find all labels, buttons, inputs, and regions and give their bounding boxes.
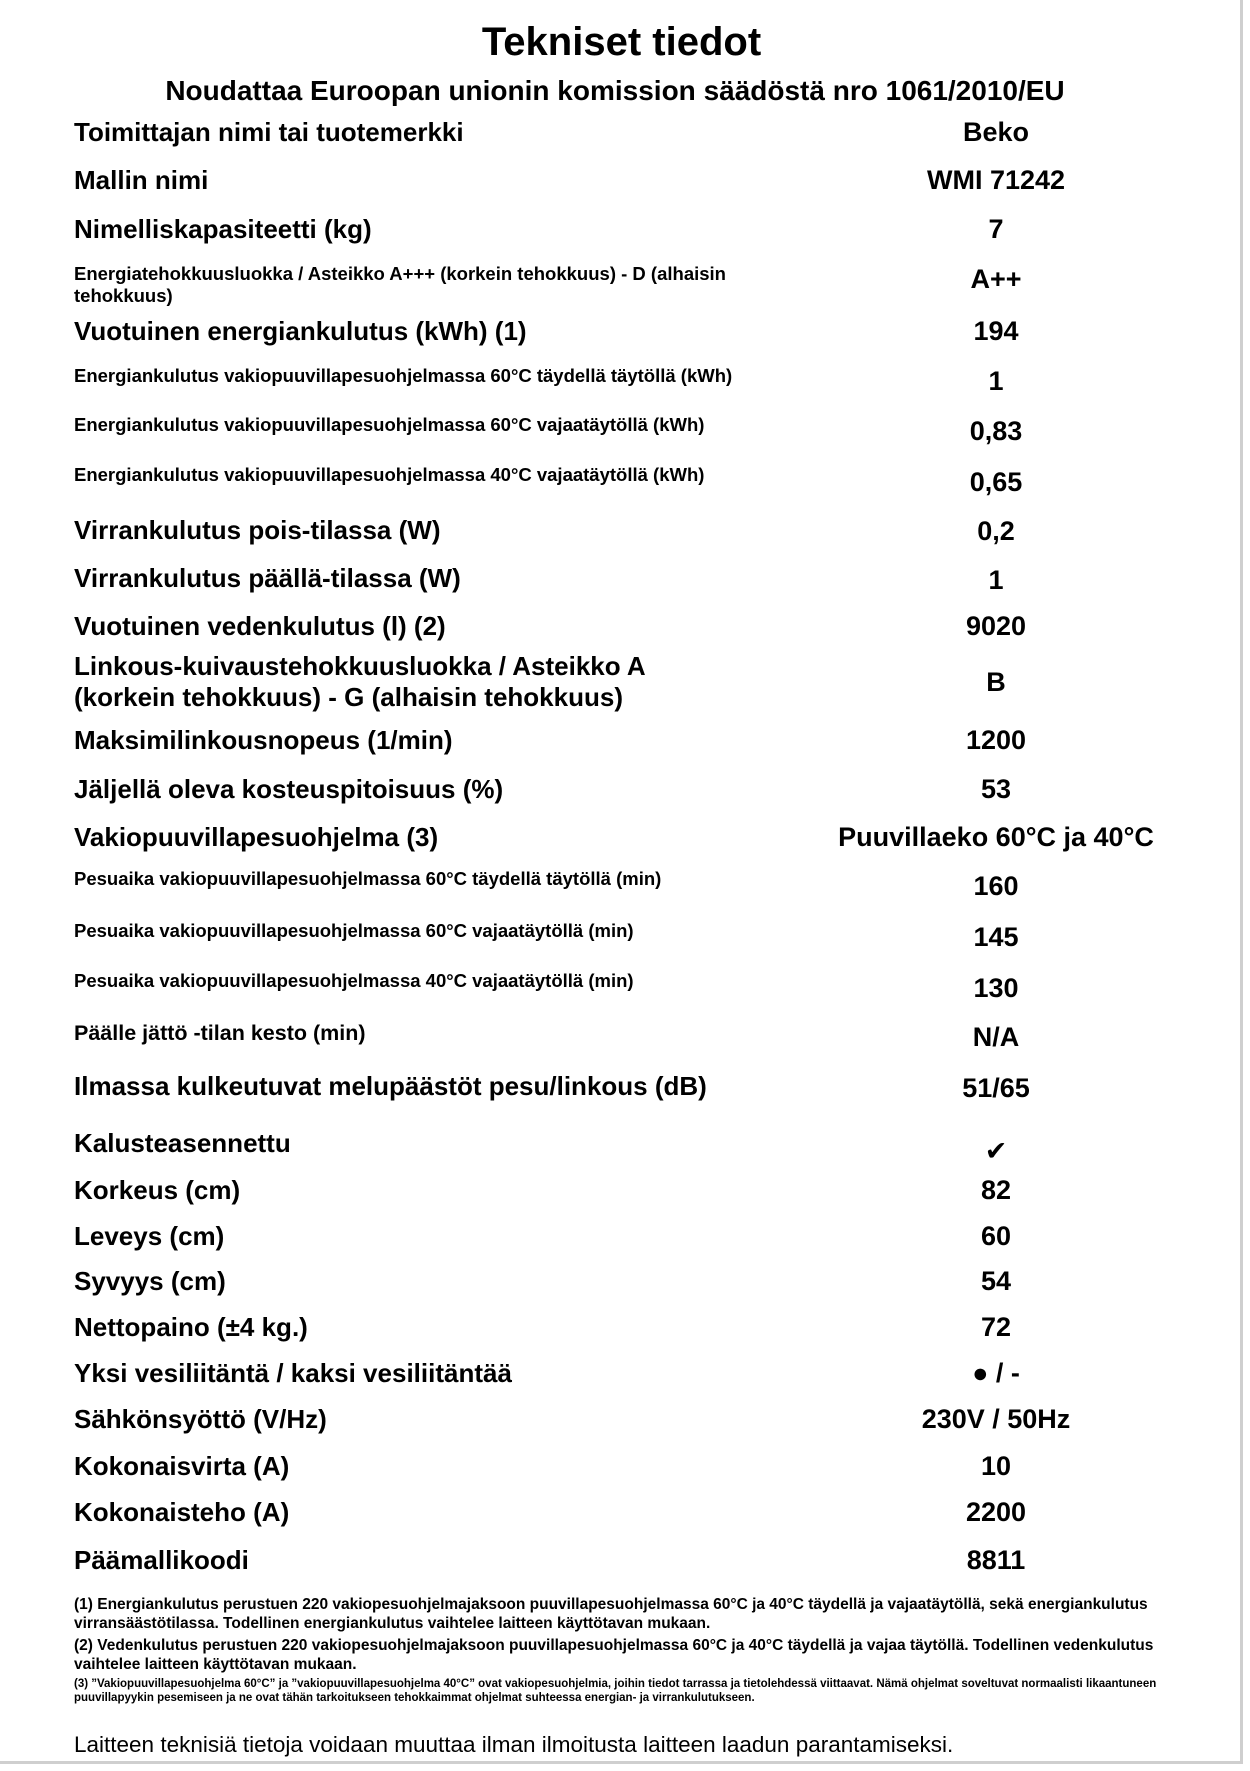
spec-value: 0,83 <box>969 416 1023 446</box>
spec-value: ● / - <box>972 1358 1020 1388</box>
page-subtitle: Noudattaa Euroopan unionin komission säädöstä nro 1061/2010/EU <box>165 75 1065 106</box>
spec-label: Energiankulutus vakiopuuvillapesuohjelmassa 60°C vajaatäytöllä (kWh) <box>74 414 705 435</box>
spec-value: 0,65 <box>969 467 1023 497</box>
spec-value: 0,2 <box>977 516 1015 546</box>
spec-value: 2200 <box>965 1497 1027 1527</box>
spec-label: Syvyys (cm) <box>74 1266 226 1296</box>
spec-value: 54 <box>980 1266 1012 1296</box>
spec-label: Pesuaika vakiopuuvillapesuohjelmassa 60°C vajaatäytöllä (min) <box>74 920 634 941</box>
spec-value: N/A <box>972 1022 1020 1052</box>
spec-value: 60 <box>980 1221 1012 1251</box>
spec-value: 160 <box>973 871 1019 901</box>
spec-value: ✔ <box>984 1136 1008 1166</box>
spec-label: Mallin nimi <box>74 165 209 195</box>
spec-label: Pesuaika vakiopuuvillapesuohjelmassa 40°C vajaatäytöllä (min) <box>74 970 634 991</box>
spec-label: Nimelliskapasiteetti (kg) <box>74 214 372 244</box>
spec-label: Päämallikoodi <box>74 1545 249 1575</box>
spec-value: 145 <box>973 922 1019 952</box>
spec-value: 130 <box>973 973 1019 1003</box>
spec-label: Sähkönsyöttö (V/Hz) <box>74 1404 327 1434</box>
spec-label: Kokonaisvirta (A) <box>74 1451 290 1481</box>
spec-value: 1 <box>988 565 1004 595</box>
spec-label: Virrankulutus päällä-tilassa (W) <box>74 563 461 593</box>
spec-value: 53 <box>980 774 1012 804</box>
spec-value: B <box>986 667 1006 697</box>
spec-label: Kalusteasennettu <box>74 1128 291 1158</box>
spec-label: Kokonaisteho (A) <box>74 1497 290 1527</box>
footnote-2: (2) Vedenkulutus perustuen 220 vakiopesuohjelmajaksoon puuvillapesuohjelmassa 60°C ja 40°C täydellä ja vajaa täytöllä. Todellinen vedenkulutus vaihtelee laitteen käyttötavan mukaan. <box>74 1637 1154 1674</box>
spec-label: Linkous-kuivaustehokkuusluokka / Asteikko A (korkein tehokkuus) - G (alhaisin tehokkuus) <box>74 651 645 713</box>
spec-label: Toimittajan nimi tai tuotemerkki <box>74 117 464 147</box>
spec-label: Korkeus (cm) <box>74 1175 241 1205</box>
spec-label: Maksimilinkousnopeus (1/min) <box>74 725 453 755</box>
spec-label: Energiankulutus vakiopuuvillapesuohjelmassa 60°C täydellä täytöllä (kWh) <box>74 365 733 386</box>
spec-label: Virrankulutus pois-tilassa (W) <box>74 515 441 545</box>
spec-value: 1 <box>988 366 1004 396</box>
spec-value: A++ <box>970 264 1022 294</box>
spec-value: WMI 71242 <box>926 165 1066 195</box>
spec-value: 51/65 <box>962 1073 1030 1103</box>
spec-value: Beko <box>962 117 1030 147</box>
spec-label: Yksi vesiliitäntä / kaksi vesiliitäntää <box>74 1358 512 1388</box>
spec-label: Jäljellä oleva kosteuspitoisuus (%) <box>74 774 504 804</box>
spec-value: 9020 <box>965 611 1027 641</box>
spec-label: Energiatehokkuusluokka / Asteikko A+++ (korkein tehokkuus) - D (alhaisin tehokkuus) <box>74 263 726 307</box>
spec-label: Pesuaika vakiopuuvillapesuohjelmassa 60°C täydellä täytöllä (min) <box>74 868 662 889</box>
spec-value: Puuvillaeko 60°C ja 40°C <box>838 822 1154 852</box>
closing-note: Laitteen teknisiä tietoja voidaan muuttaa ilman ilmoitusta laitteen laadun parantamiseksi. <box>74 1732 954 1757</box>
spec-label: Leveys (cm) <box>74 1221 225 1251</box>
spec-label: Ilmassa kulkeutuvat melupäästöt pesu/linkous (dB) <box>74 1071 707 1101</box>
spec-label: Päälle jättö -tilan kesto (min) <box>74 1021 366 1045</box>
page-title: Tekniset tiedot <box>481 20 762 64</box>
footnote-3: (3) ”Vakiopuuvillapesuohjelma 60°C” ja ”vakiopuuvillapesuohjelma 40°C” ovat vakiopesuohjelmia, joihin tiedot tarrassa ja tietolehdessä viittaavat. Nämä ohjelmat soveltuvat normaalisti likaantuneen puuvillapyykin pesemiseen ja ne ovat tähän tarkoitukseen tehokkaimmat ohjelmat suhteessa energian- ja virrankulutukseen. <box>74 1678 1157 1705</box>
spec-label: Vuotuinen energiankulutus (kWh) (1) <box>74 316 527 346</box>
spec-value: 10 <box>980 1451 1012 1481</box>
spec-value: 1200 <box>965 725 1027 755</box>
spec-value: 72 <box>980 1312 1012 1342</box>
spec-label: Nettopaino (±4 kg.) <box>74 1312 308 1342</box>
footnote-1: (1) Energiankulutus perustuen 220 vakiopesuohjelmajaksoon puuvillapesuohjelmassa 60°C ja 40°C täydellä ja vajaatäytöllä, sekä energiankulutus virransäästötilassa. Todellinen energiankulutus vaihtelee laitteen käyttötavan mukaan. <box>74 1596 1148 1633</box>
spec-label: Vakiopuuvillapesuohjelma (3) <box>74 822 439 852</box>
spec-label: Vuotuinen vedenkulutus (l) (2) <box>74 611 446 641</box>
spec-label: Energiankulutus vakiopuuvillapesuohjelmassa 40°C vajaatäytöllä (kWh) <box>74 464 705 485</box>
spec-value: 7 <box>988 214 1004 244</box>
spec-value: 8811 <box>966 1545 1026 1575</box>
spec-value: 194 <box>973 316 1019 346</box>
spec-value: 82 <box>980 1175 1012 1205</box>
spec-value: 230V / 50Hz <box>921 1404 1071 1434</box>
